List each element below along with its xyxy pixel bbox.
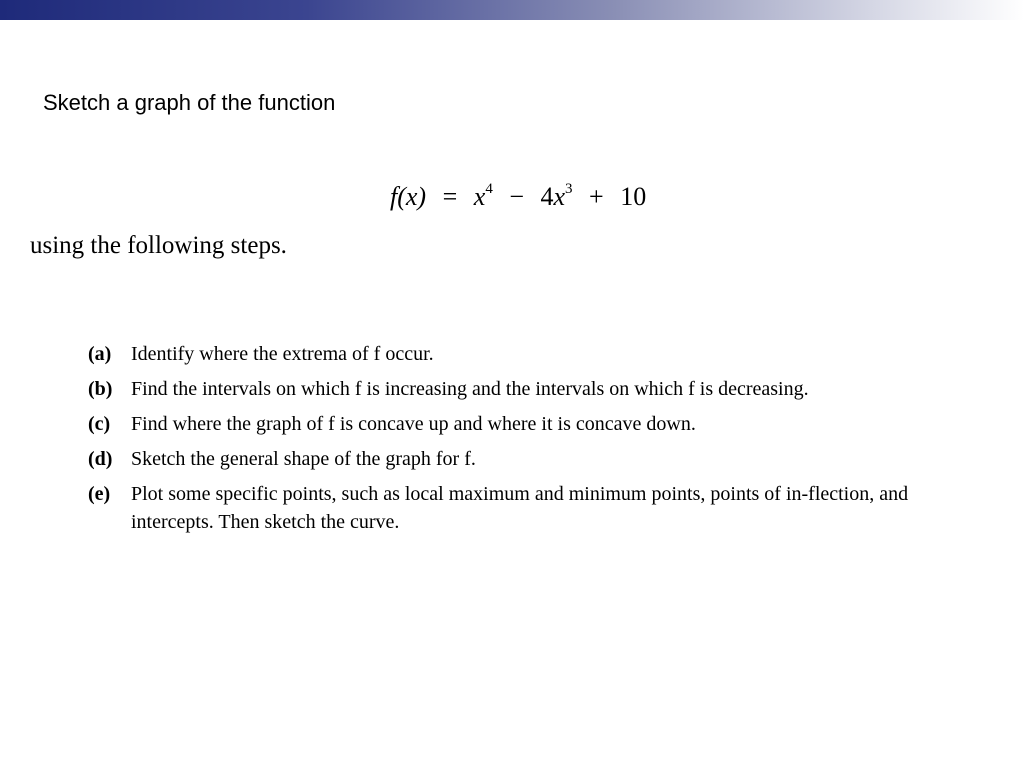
step-text: Find the intervals on which f is increasing and the intervals on which f is decreasing. (131, 378, 809, 400)
formula-lhs: f(x) (390, 182, 427, 211)
steps-list (88, 340, 948, 543)
step-item (88, 480, 948, 536)
slide-header-bar (0, 0, 1024, 20)
step-item (88, 410, 948, 438)
formula-plus: + (589, 182, 604, 211)
step-item (88, 340, 948, 368)
formula-minus: − (509, 182, 524, 211)
formula-term2-coefficient: 4 (540, 182, 554, 211)
formula-term1-exponent: 4 (485, 181, 493, 198)
step-text: Find where the graph of f is concave up and where it is concave down. (131, 413, 696, 435)
using-steps-text: using the following steps. (30, 232, 287, 259)
formula-term2-base: x (553, 182, 566, 211)
step-label: (a) (88, 343, 112, 365)
formula-constant: 10 (620, 182, 647, 211)
formula-equals: = (442, 182, 458, 211)
step-item (88, 445, 948, 473)
step-label: (c) (88, 413, 111, 435)
intro-text: Sketch a graph of the function (43, 90, 336, 115)
step-label: (d) (88, 448, 113, 470)
step-text: Identify where the extrema of f occur. (131, 343, 434, 365)
step-text: Sketch the general shape of the graph for f. (131, 448, 476, 470)
formula-term1-base: x (473, 182, 486, 211)
step-label: (b) (88, 378, 113, 400)
step-item (88, 375, 948, 403)
function-formula (390, 182, 646, 212)
step-text: Plot some specific points, such as local maximum and minimum points, points of in-flection, and intercepts. Then sketch the curve. (131, 483, 909, 533)
formula-term2-exponent: 3 (565, 181, 573, 198)
step-label: (e) (88, 483, 111, 505)
